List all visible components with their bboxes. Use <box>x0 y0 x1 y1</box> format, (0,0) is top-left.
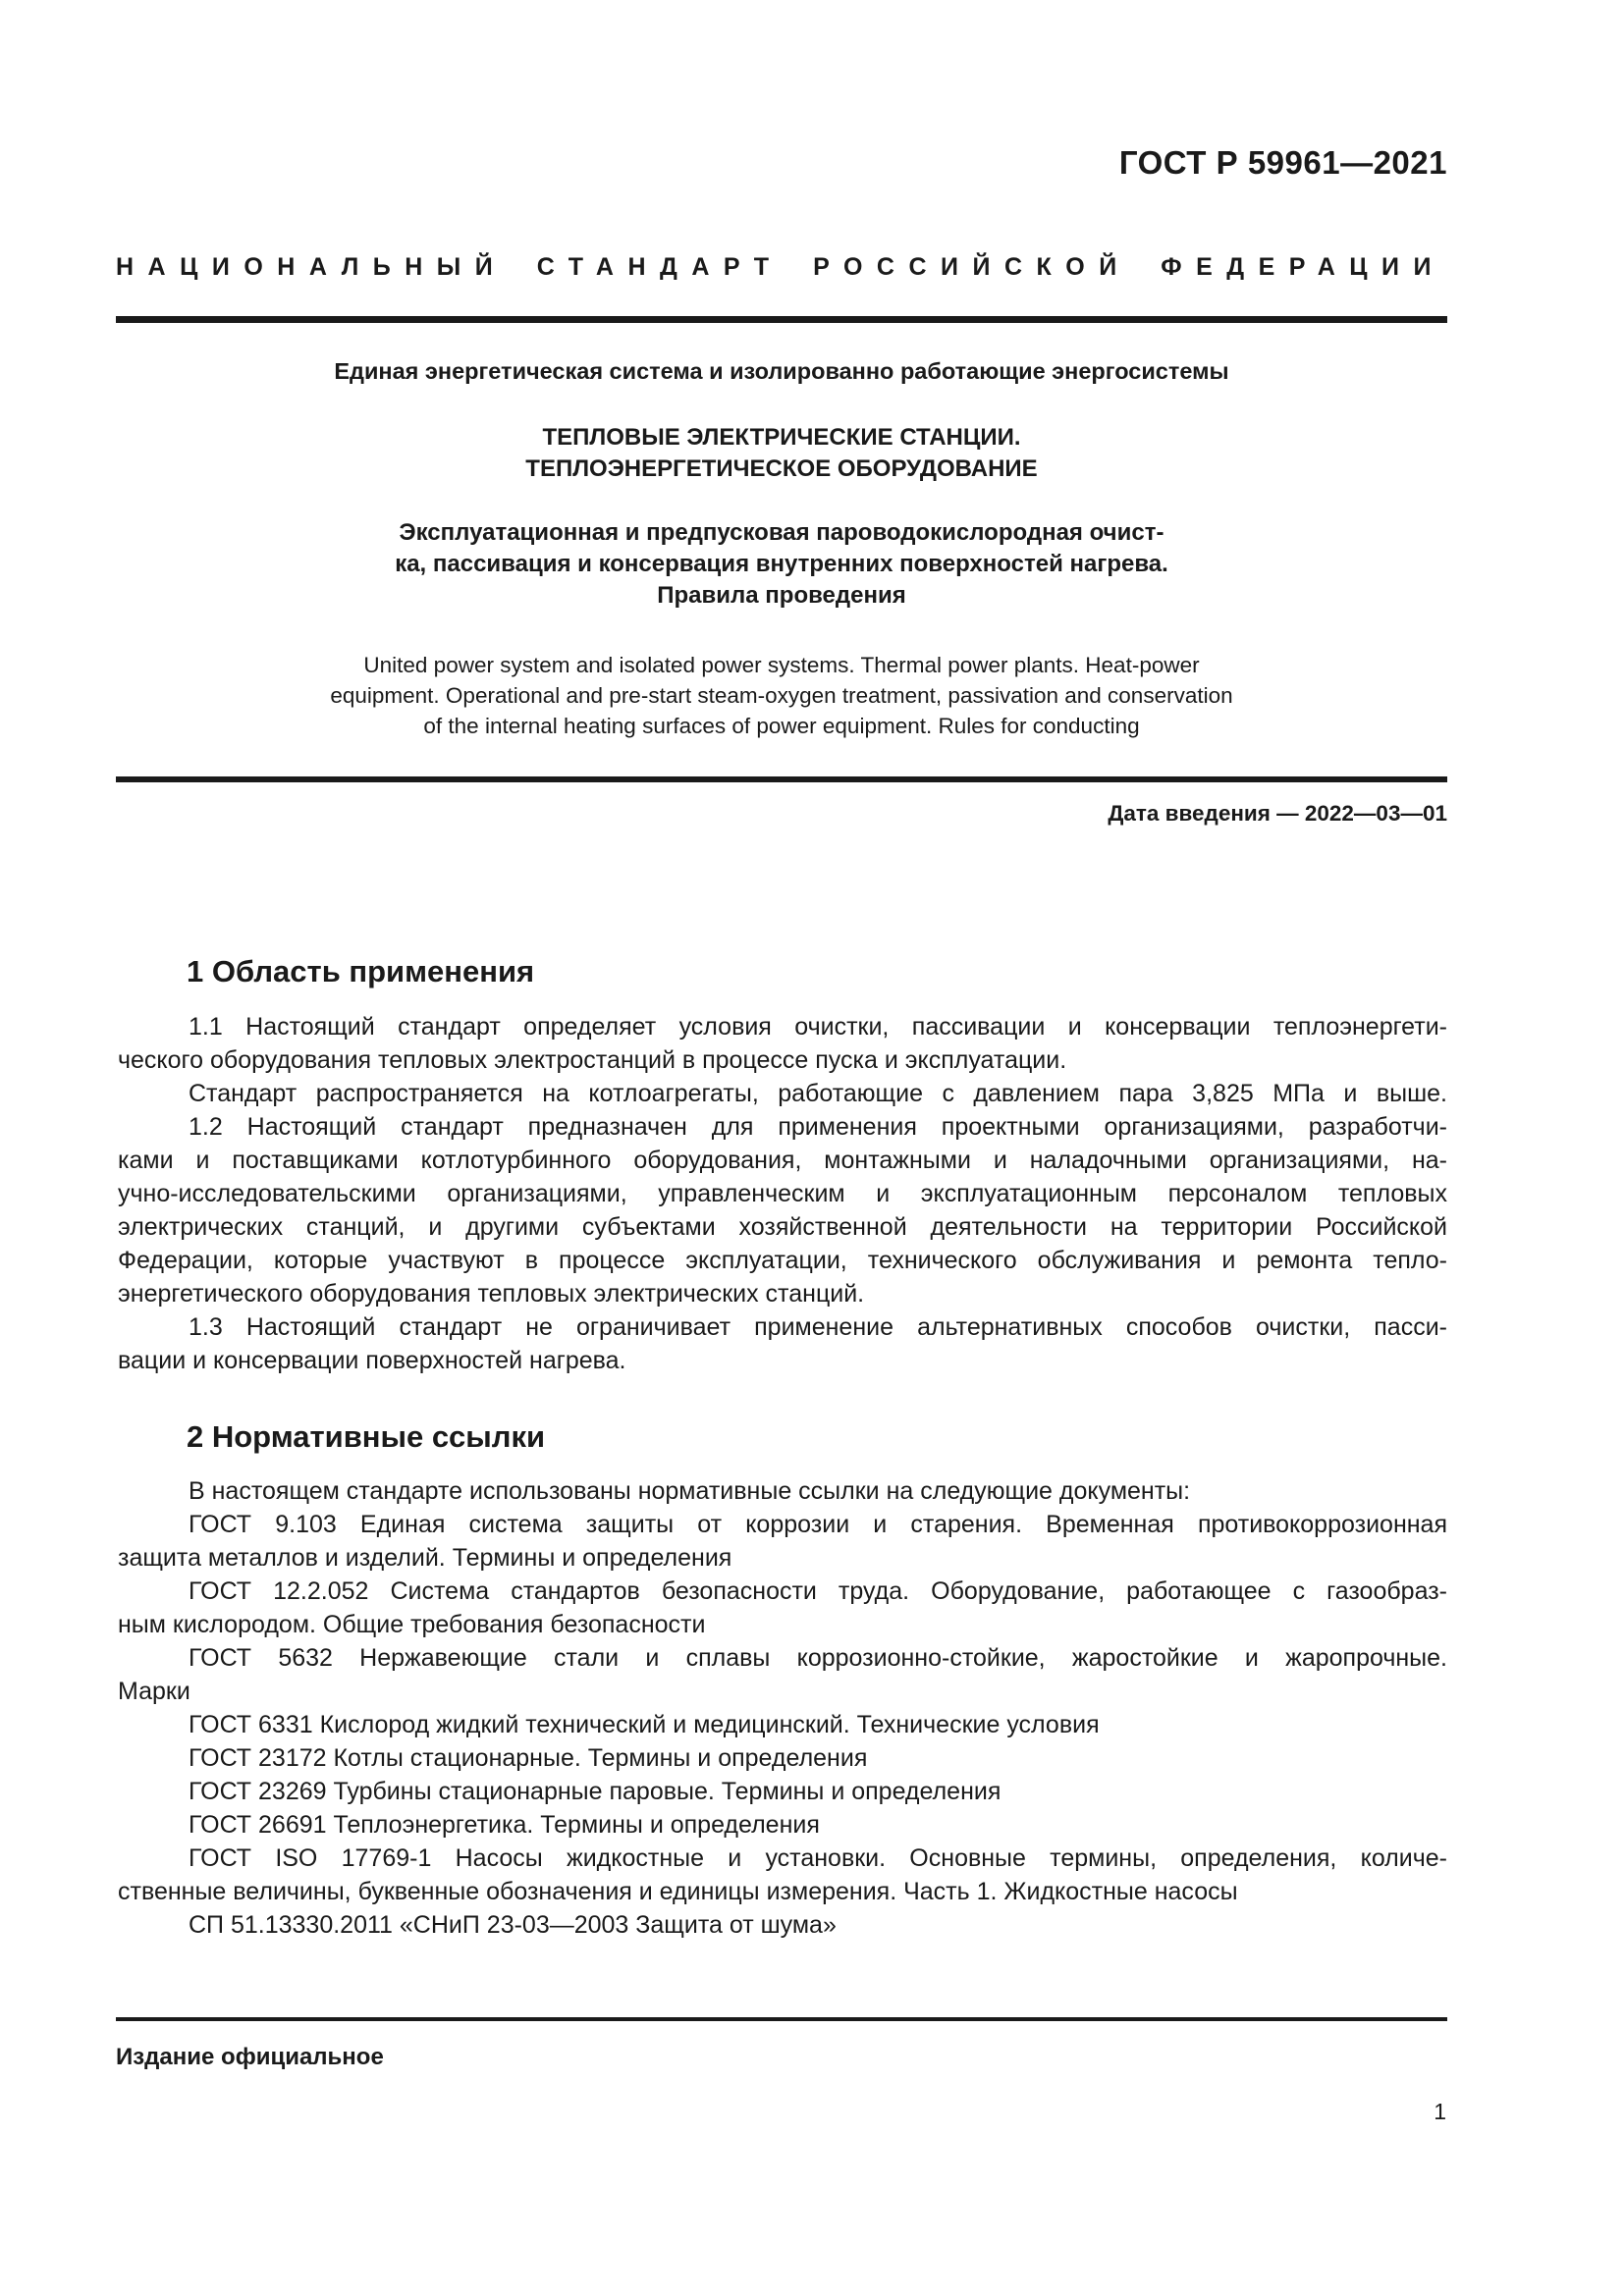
edition-label: Издание официальное <box>116 2044 384 2070</box>
section-heading-references: 2 Нормативные ссылки <box>187 1419 546 1454</box>
paragraph-line: 1.2 Настоящий стандарт предназначен для применения проектными организациями, разработчи- <box>189 1113 1447 1141</box>
paragraph-line: ным кислородом. Общие требования безопасности <box>118 1611 706 1638</box>
introduction-date: Дата введения — 2022—03—01 <box>1108 801 1447 826</box>
paragraph-line: 1.1 Настоящий стандарт определяет условия очистки, пассивации и консервации теплоэнергети- <box>189 1013 1447 1041</box>
main-title-line: ТЕПЛОЭНЕРГЕТИЧЕСКОЕ ОБОРУДОВАНИЕ <box>525 455 1038 482</box>
paragraph-line: ГОСТ 23269 Турбины стационарные паровые. Термины и определения <box>189 1778 1001 1805</box>
paragraph-line: ГОСТ 23172 Котлы стационарные. Термины и определения <box>189 1744 868 1772</box>
system-subtitle: Единая энергетическая система и изолированно работающие энергосистемы <box>334 358 1229 384</box>
main-title-line: ТЕПЛОВЫЕ ЭЛЕКТРИЧЕСКИЕ СТАНЦИИ. <box>542 424 1021 451</box>
page-number: 1 <box>1434 2099 1446 2124</box>
sub-title <box>116 517 1447 612</box>
paragraph-line: Федерации, которые участвуют в процессе эксплуатации, технического обслуживания и ремонта тепло- <box>118 1247 1447 1274</box>
english-title <box>116 650 1447 741</box>
section-body-scope <box>118 1010 1447 1377</box>
paragraph-line: защита металлов и изделий. Термины и определения <box>118 1544 732 1572</box>
sub-title-line: Эксплуатационная и предпусковая пароводокислородная очист- <box>399 519 1164 546</box>
sub-title-line: Правила проведения <box>657 582 906 609</box>
paragraph-line: учно-исследовательскими организациями, управленческим и эксплуатационным персоналом тепловых <box>118 1180 1447 1207</box>
paragraph-line: электрических станций, и другими субъектами хозяйственной деятельности на территории Российской <box>118 1213 1447 1241</box>
middle-divider <box>116 776 1447 782</box>
english-title-line: United power system and isolated power systems. Thermal power plants. Heat-power <box>363 653 1200 677</box>
paragraph-line: Марки <box>118 1678 190 1705</box>
paragraph-line: ГОСТ ISO 17769-1 Насосы жидкостные и установки. Основные термины, определения, количе- <box>189 1844 1447 1872</box>
paragraph-line: ками и поставщиками котлотурбинного оборудования, монтажными и наладочными организациями, на- <box>118 1147 1447 1174</box>
paragraph-line: В настоящем стандарте использованы нормативные ссылки на следующие документы: <box>189 1477 1191 1505</box>
paragraph-line: ГОСТ 6331 Кислород жидкий технический и медицинский. Технические условия <box>189 1711 1100 1738</box>
paragraph-line: ГОСТ 12.2.052 Система стандартов безопасности труда. Оборудование, работающее с газообраз- <box>189 1577 1447 1605</box>
document-code: ГОСТ Р 59961—2021 <box>1118 144 1447 181</box>
main-title <box>116 422 1447 485</box>
paragraph-line: 1.3 Настоящий стандарт не ограничивает применение альтернативных способов очистки, пасси- <box>189 1313 1447 1341</box>
national-standard-banner: НАЦИОНАЛЬНЫЙ СТАНДАРТ РОССИЙСКОЙ ФЕДЕРАЦИИ <box>116 253 1445 281</box>
paragraph-line: энергетического оборудования тепловых электрических станций. <box>118 1280 865 1308</box>
english-title-line: equipment. Operational and pre-start steam-oxygen treatment, passivation and conservation <box>330 683 1233 708</box>
section-body-references <box>118 1474 1447 1942</box>
paragraph-line: ГОСТ 9.103 Единая система защиты от коррозии и старения. Временная противокоррозионная <box>189 1511 1447 1538</box>
top-divider <box>116 316 1447 323</box>
section-heading-scope: 1 Область применения <box>187 954 535 988</box>
english-title-line: of the internal heating surfaces of power equipment. Rules for conducting <box>423 714 1140 738</box>
bottom-divider <box>116 2017 1447 2021</box>
paragraph-line: СП 51.13330.2011 «СНиП 23-03—2003 Защита от шума» <box>189 1911 837 1939</box>
paragraph-line: Стандарт распространяется на котлоагрегаты, работающие с давлением пара 3,825 МПа и выше. <box>189 1080 1447 1107</box>
sub-title-line: ка, пассивация и консервация внутренних поверхностей нагрева. <box>395 551 1168 577</box>
paragraph-line: ГОСТ 26691 Теплоэнергетика. Термины и определения <box>189 1811 820 1839</box>
paragraph-line: ственные величины, буквенные обозначения и единицы измерения. Часть 1. Жидкостные насосы <box>118 1878 1238 1905</box>
paragraph-line: вации и консервации поверхностей нагрева. <box>118 1347 626 1374</box>
paragraph-line: ГОСТ 5632 Нержавеющие стали и сплавы коррозионно-стойкие, жаростойкие и жаропрочные. <box>189 1644 1447 1672</box>
paragraph-line: ческого оборудования тепловых электростанций в процессе пуска и эксплуатации. <box>118 1046 1067 1074</box>
